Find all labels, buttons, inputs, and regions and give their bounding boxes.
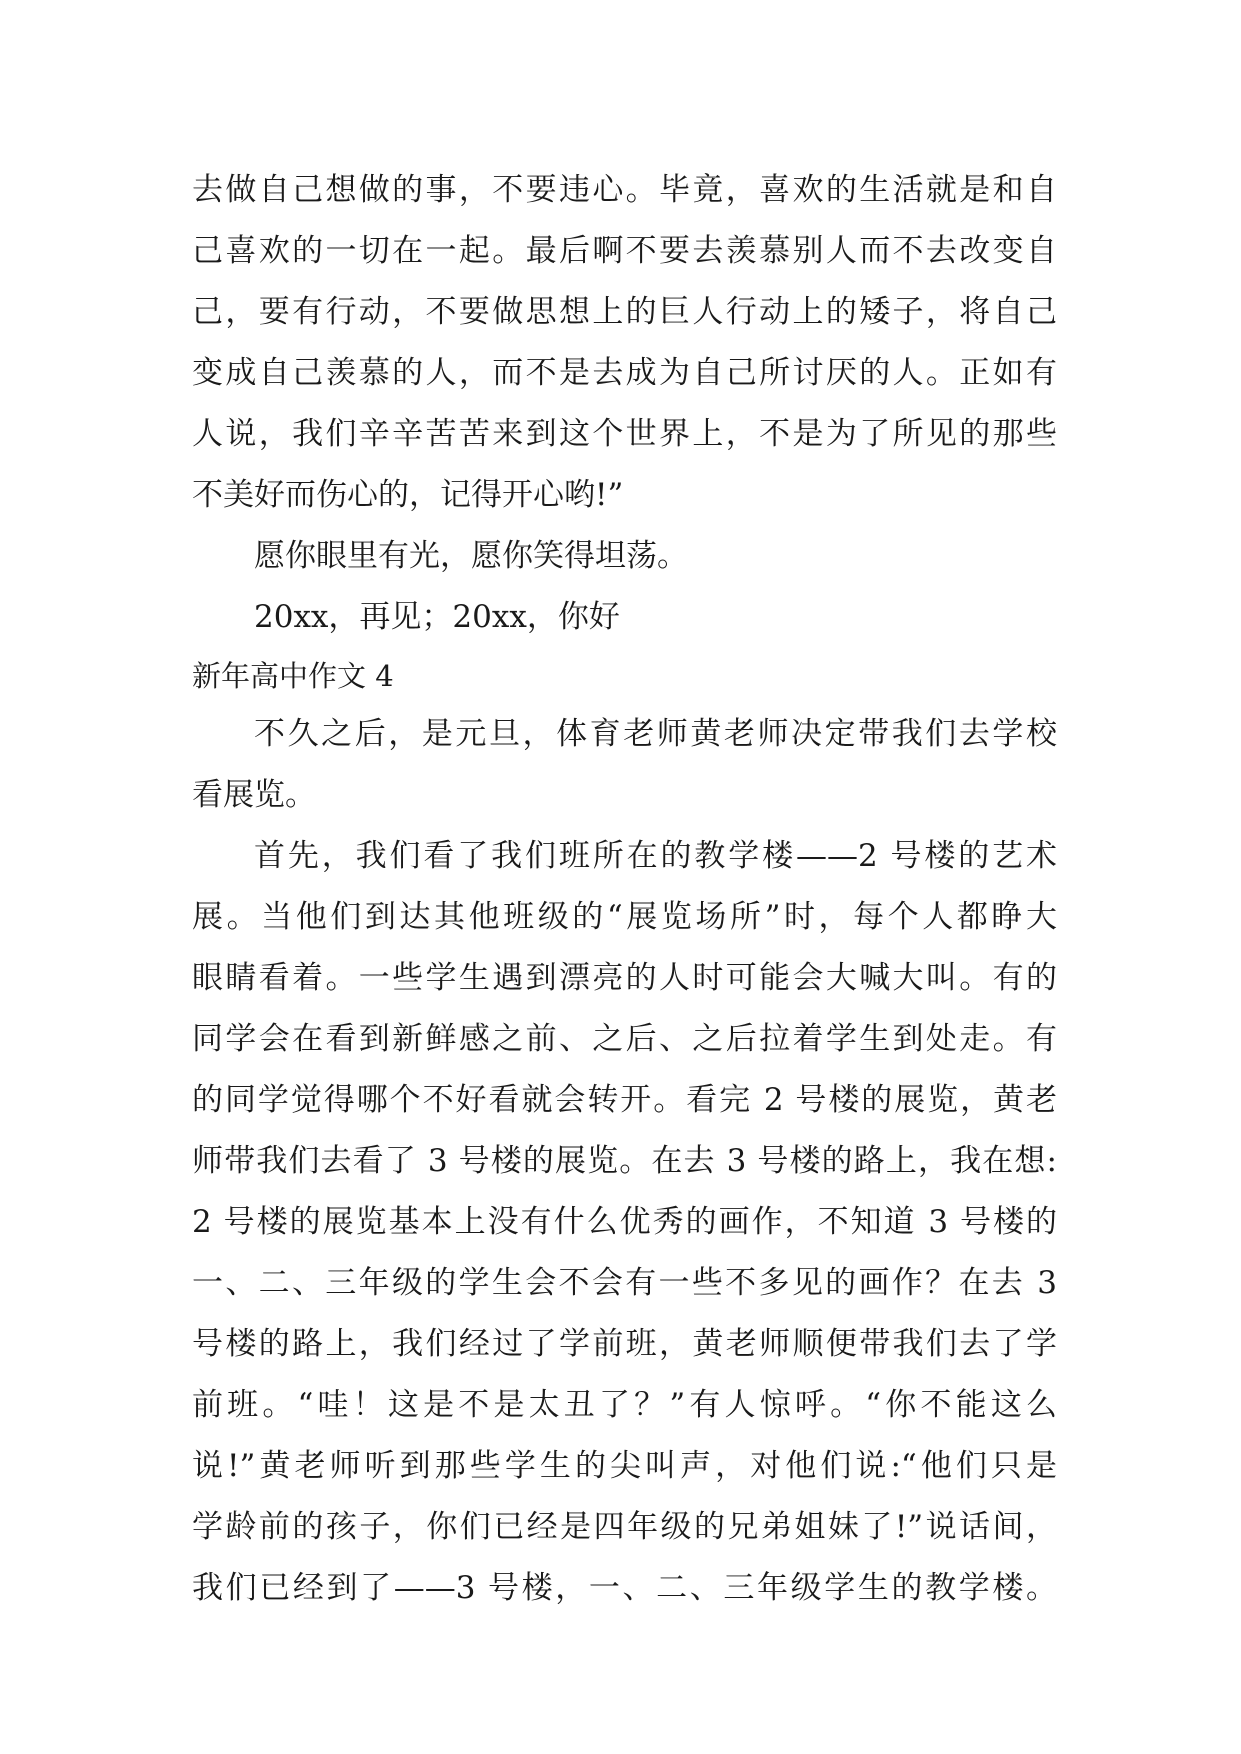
- text-line: 不美好而伤心的，记得开心哟!”: [192, 477, 624, 513]
- text-line: 前班。“哇！这是不是太丑了？”有人惊呼。“你不能这么: [192, 1387, 1057, 1423]
- text-line: 2 号楼的展览基本上没有什么优秀的画作，不知道 3 号楼的: [192, 1204, 1057, 1240]
- text-line: 变成自己羡慕的人，而不是去成为自己所讨厌的人。正如有: [192, 355, 1057, 391]
- text-line: 一、二、三年级的学生会不会有一些不多见的画作？在去 3: [192, 1265, 1057, 1301]
- text-line: 我们已经到了——3 号楼，一、二、三年级学生的教学楼。: [192, 1570, 1057, 1606]
- paragraph-2: [192, 826, 1057, 1619]
- text-line: 眼睛看着。一些学生遇到漂亮的人时可能会大喊大叫。有的: [192, 960, 1057, 996]
- text-line: 的同学觉得哪个不好看就会转开。看完 2 号楼的展览，黄老: [192, 1082, 1057, 1118]
- text-line: 看展览。: [192, 777, 316, 813]
- text-line: 去做自己想做的事，不要违心。毕竟，喜欢的生活就是和自: [192, 172, 1057, 208]
- section-title: 新年高中作文 4: [192, 659, 394, 693]
- wish-line: 愿你眼里有光，愿你笑得坦荡。: [254, 538, 688, 574]
- text-line: 展。当他们到达其他班级的“展览场所”时，每个人都睁大: [192, 899, 1057, 935]
- continued-paragraph: [192, 160, 1057, 526]
- text-line: 说!”黄老师听到那些学生的尖叫声，对他们说:“他们只是: [192, 1448, 1057, 1484]
- text-line: 同学会在看到新鲜感之前、之后、之后拉着学生到处走。有: [192, 1021, 1057, 1057]
- text-line: 己，要有行动，不要做思想上的巨人行动上的矮子，将自己: [192, 294, 1057, 330]
- farewell-line: 20xx，再见；20xx，你好: [254, 599, 620, 635]
- text-line: 号楼的路上，我们经过了学前班，黄老师顺便带我们去了学: [192, 1326, 1057, 1362]
- text-line: 不久之后，是元旦，体育老师黄老师决定带我们去学校: [254, 716, 1057, 752]
- text-line: 人说，我们辛辛苦苦来到这个世界上，不是为了所见的那些: [192, 416, 1057, 452]
- text-line: 学龄前的孩子，你们已经是四年级的兄弟姐妹了!”说话间，: [192, 1509, 1057, 1545]
- text-line: 首先，我们看了我们班所在的教学楼——2 号楼的艺术: [254, 838, 1057, 874]
- paragraph-1: [192, 704, 1057, 826]
- text-line: 师带我们去看了 3 号楼的展览。在去 3 号楼的路上，我在想:: [192, 1143, 1057, 1179]
- document-page: [192, 160, 1057, 1619]
- text-line: 己喜欢的一切在一起。最后啊不要去羡慕别人而不去改变自: [192, 233, 1057, 269]
